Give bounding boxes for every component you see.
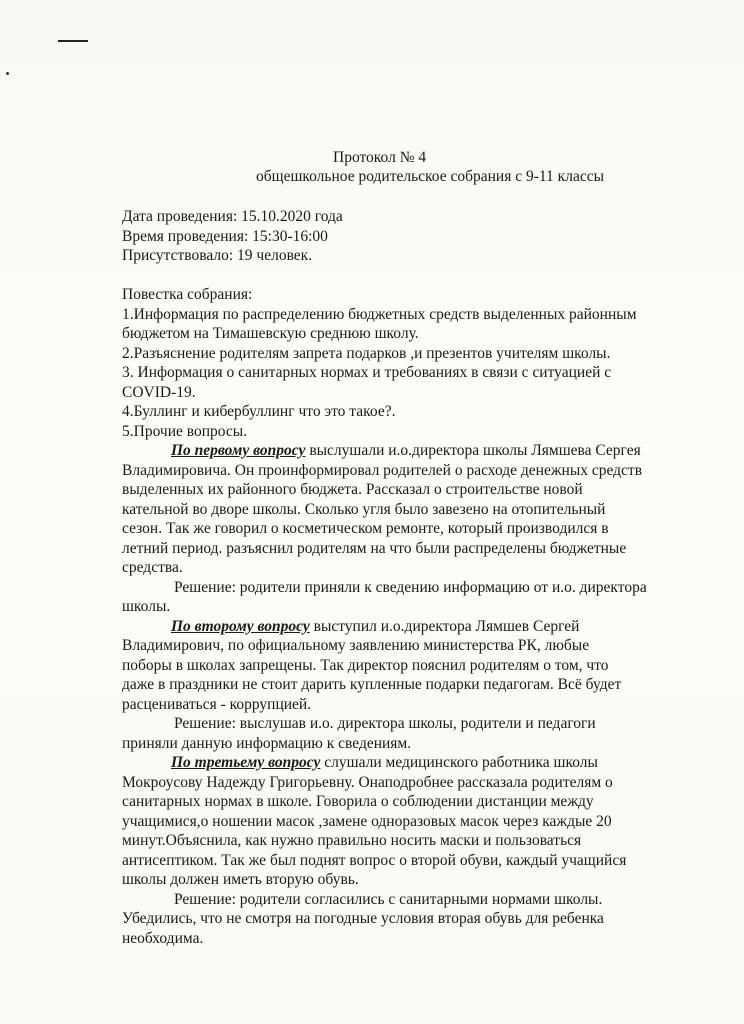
agenda-item-3: 3. Информация о санитарных нормах и требованиях в связи с ситуацией с — [122, 364, 612, 381]
q2-decision-cont: приняли данную информацию к сведениям. — [122, 734, 412, 752]
document-body — [122, 207, 697, 948]
q3-decision: Решение: родители согласились с санитарными нормами школы. — [174, 890, 603, 908]
scan-mark-dot — [6, 72, 9, 75]
scan-mark-dash — [58, 40, 88, 42]
q3-paragraph-start — [122, 753, 697, 773]
agenda-heading: Повестка собрания: — [122, 286, 253, 303]
q2-line-4: даже в праздники не стоит дарить купленные подарки педагогам. Всё будет — [122, 676, 622, 693]
meeting-date: Дата проведения: 15.10.2020 года — [122, 208, 343, 225]
q2-line-2: Владимирович, по официальному заявлению министерства РК, любые — [122, 637, 590, 654]
q2-decision: Решение: выслушав и.о. директора школы, родители и педагоги — [174, 715, 596, 732]
protocol-subtitle: общешкольное родительское собрания с 9-11 классы — [256, 168, 605, 185]
q1-line-1: выслушали и.о.директора школы Лямшева Сергея — [305, 442, 641, 459]
q3-line-5: минут.Объяснила, как нужно правильно носить маски и пользоваться — [122, 832, 582, 849]
agenda-item-4: 4.Буллинг и кибербуллинг что это такое?. — [122, 403, 396, 420]
q1-lead: По первому вопросу — [171, 442, 306, 459]
q3-lead: По третьему вопросу — [171, 754, 321, 771]
q1-decision-cont: школы. — [122, 598, 171, 615]
q1-line-2: Владимировича. Он проинформировал родителей о расходе денежных средств — [122, 461, 643, 479]
q3-line-1: слушали медицинского работника школы — [320, 754, 598, 771]
q3-line-6: антисептиком. Так же был поднят вопрос о второй обуви, каждый учащийся — [122, 851, 627, 869]
q1-line-4: кательной во дворе школы. Сколько угля было завезено на отопительный — [122, 500, 606, 518]
q2-lead: По второму вопросу — [171, 617, 310, 635]
q3-decision-end: необходима. — [122, 929, 204, 947]
protocol-title: Протокол № 4 — [333, 149, 427, 166]
meeting-time: Время проведения: 15:30-16:00 — [122, 227, 328, 245]
q1-decision: Решение: родители приняли к сведению информацию от и.о. директора — [174, 578, 647, 596]
agenda-item-3-cont: COVID-19. — [122, 383, 196, 401]
q1-line-7: средства. — [122, 559, 183, 576]
q2-line-5: расцениваться - коррупцией. — [122, 695, 312, 713]
agenda-item-5: 5.Прочие вопросы. — [122, 422, 248, 440]
agenda-item-1: 1.Информация по распределению бюджетных средств выделенных районным — [122, 305, 637, 323]
q3-decision-cont: Убедились, что не смотря на погодные условия вторая обувь для ребенка — [122, 910, 604, 927]
q2-line-3: поборы в школах запрещены. Так директор пояснил родителям о том, что — [122, 656, 609, 674]
q1-line-6: летний период. разъяснил родителям на что были распределены бюджетные — [122, 539, 627, 557]
q1-line-5: сезон. Так же говорил о косметическом ремонте, который производился в — [122, 520, 609, 537]
attendance: Присутствовало: 19 человек. — [122, 247, 313, 264]
q1-line-3: выделенных их районного бюджета. Рассказал о строительстве новой — [122, 481, 583, 498]
q3-line-2: Мокроусову Надежду Григорьевну. Онаподробнее рассказала родителям о — [122, 773, 613, 791]
q2-line-1: выступил и.о.директора Лямшев Сергей — [309, 617, 580, 635]
q3-line-7: школы должен иметь вторую обувь. — [122, 871, 359, 888]
agenda-item-1-cont: бюджетом на Тимашевскую среднюю школу. — [122, 325, 419, 342]
q1-paragraph-start — [122, 441, 697, 461]
agenda-item-2: 2.Разъяснение родителям запрета подарков ,и презентов учителям школы. — [122, 344, 611, 362]
q3-line-4: учащимися,о ношении масок ,замене одноразовых масок через каждые 20 — [122, 812, 612, 830]
q3-line-3: санитарных нормах в школе. Говорила о соблюдении дистанции между — [122, 793, 594, 810]
q2-paragraph-start — [122, 617, 697, 637]
